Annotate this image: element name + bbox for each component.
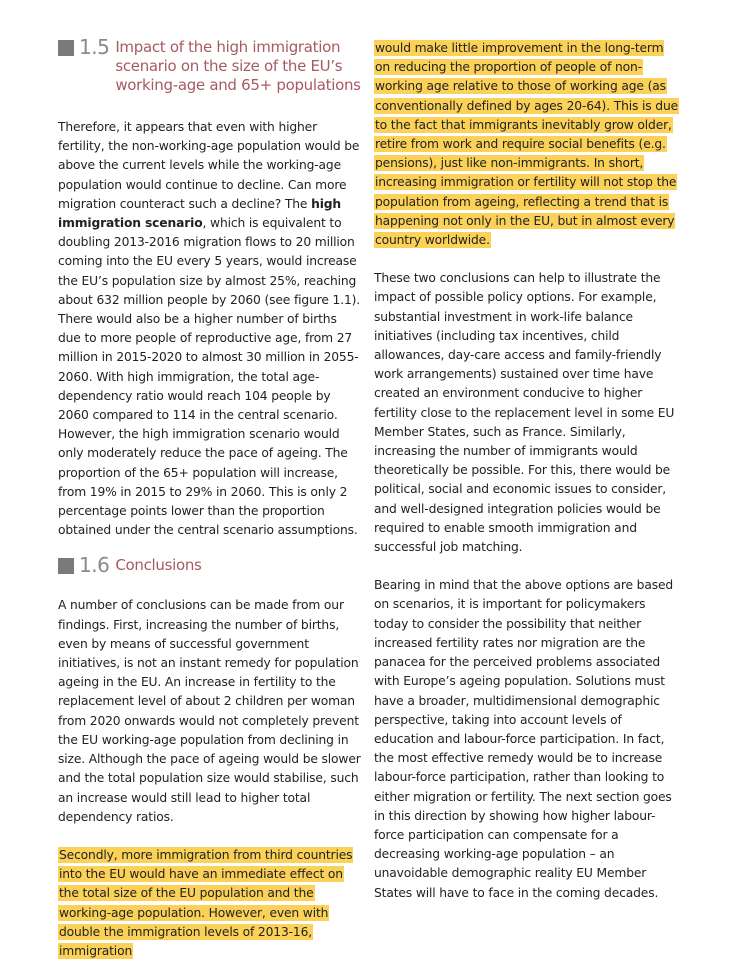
highlighted-paragraph (374, 39, 678, 250)
paragraph: These two conclusions can help to illustrate the impact of possible policy options. For example, substantial investment in work-life balance initiatives (including tax incentives, child allowances, day-care access and family-friendly work arrangements) sustained over time have created an environment conducive to higher fertility close to the replacement level in some EU Member States, such as France. Similarly, increasing the number of immigrants would theoretically be possible. For this, there would be political, social and economic issues to consider, and well-designed integration policies would be required to enable smooth immigration and successful job matching. (374, 271, 675, 555)
section-number: 1.6 (79, 553, 110, 578)
heading-square-marker (58, 558, 74, 574)
paragraph: Bearing in mind that the above options are based on scenarios, it is important for policymakers today to consider the possibility that neither increased fertility rates nor migration are the panacea for the perceived problems associated with Europe’s ageing population. Solutions must have a broader, multidimensional demographic perspective, taking into account levels of education and labour-force participation. In fact, the most effective remedy would be to increase labour-force participation, rather than looking to either migration or fertility. The next section goes in this direction by showing how higher labour-force participation can compensate for a decreasing working-age population – an unavoidable demographic reality EU Member States will have to face in the coming decades. (374, 578, 674, 900)
paragraph: A number of conclusions can be made from our findings. First, increasing the number of births, even by means of successful government initiatives, is not an instant remedy for population ageing in the EU. An increase in fertility to the replacement level of about 2 children per woman from 2020 onwards would not completely prevent the EU working-age population from declining in size. Although the pace of ageing would be slower and the total population size would stabilise, such an increase would still lead to higher total dependency ratios. (58, 598, 361, 824)
section-title: Conclusions (115, 556, 202, 575)
left-column (58, 36, 362, 961)
section-number: 1.5 (79, 35, 110, 59)
highlight-text: would make little improvement in the long-term on reducing the proportion of people of non-working age relative to those of working age (as conventionally defined by ages 20-64). This is due to the fact that immigrants inevitably grow older, retire from work and require social benefits (e.g. pensions), just like non-immigrants. In short, increasing immigration or fertility will not stop the population from ageing, reflecting a trend that is happening not only in the EU, but in almost every country worldwide. (375, 41, 679, 248)
section-title: Impact of the high immigration scenario on the size of the EU’s working-age and 65+ populations (115, 38, 361, 94)
bold-term: high immigration scenario (58, 196, 342, 231)
highlight-text: Secondly, more immigration from third countries into the EU would have an immediate effect on the total size of the EU population and the working-age population. However, even with double the immigration levels of 2013-16, immigration (59, 847, 353, 958)
heading-square-marker (58, 40, 74, 56)
paragraph: Therefore, it appears that even with higher fertility, the non-working-age population would be above the current levels while the working-age population would continue to decline. Can more migration counteract such a decline? The high immigration scenario, which is equivalent to doubling 2013-2016 migration flows to 20 million coming into the EU every 5 years, would increase the EU’s population size by almost 25%, reaching about 632 million people by 2060 (see figure 1.1). There would also be a higher number of births due to more people of reproductive age, from 27 million in 2015-2020 to almost 30 million in 2055-2060. With high immigration, the total age-dependency ratio would reach 104 people by 2060 compared to 114 in the central scenario. However, the high immigration scenario would only moderately reduce the pace of ageing. The proportion of the 65+ population will increase, from 19% in 2015 to 29% in 2060. This is only 2 percentage points lower than the proportion obtained under the central scenario assumptions. (58, 120, 361, 538)
right-column (374, 36, 678, 903)
highlighted-paragraph (58, 846, 362, 961)
section-1-6-heading (58, 554, 362, 576)
section-1-5-heading (58, 36, 362, 95)
